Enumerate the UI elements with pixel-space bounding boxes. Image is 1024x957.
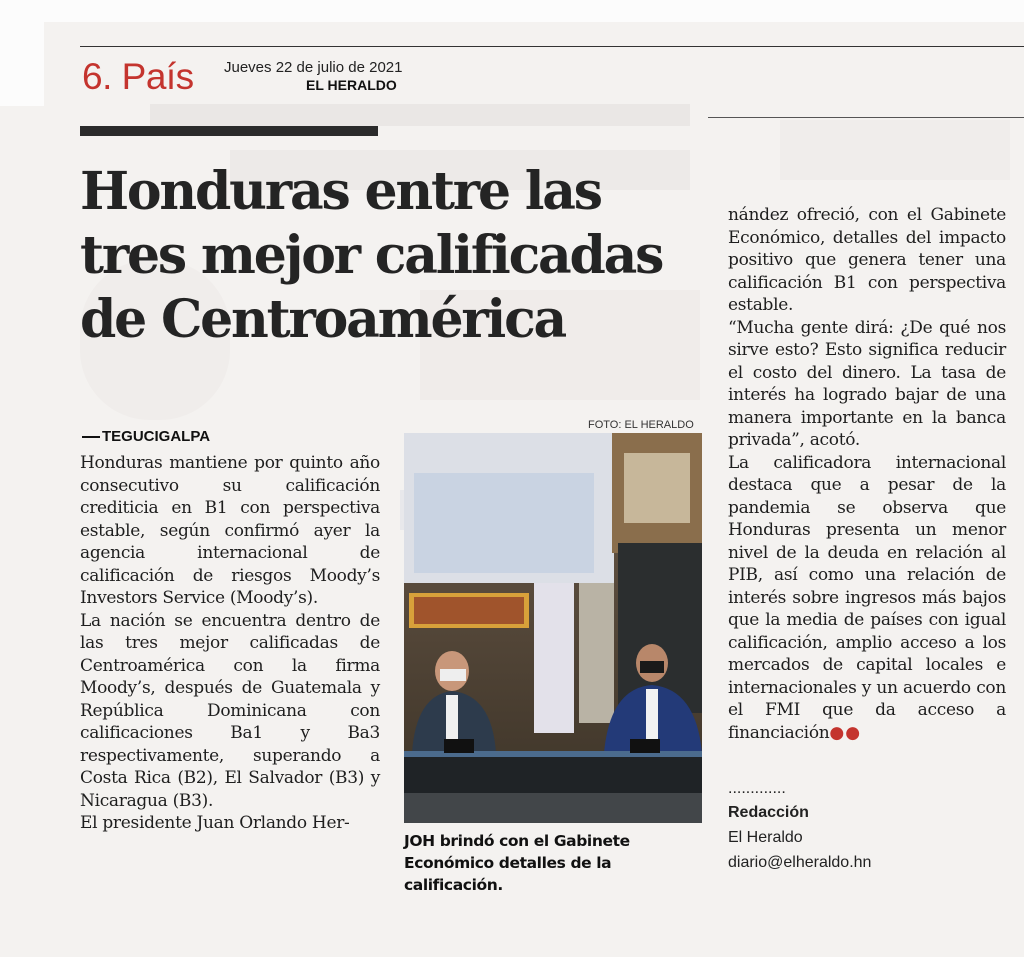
press-conference-photo <box>404 433 702 823</box>
article-photo <box>404 433 702 823</box>
scan-margin-left <box>0 0 44 106</box>
article-headline <box>80 160 720 352</box>
section-label: 6. País <box>82 56 194 97</box>
article-paragraph: Honduras mantiene por quinto año consecutivo su calificación crediticia en B1 con perspectiva estable, según confirmó ayer la agencia internacional de calificación de riesgos Moody’s Investors Service (Moody’s). <box>80 453 380 608</box>
article-paragraph-text: La calificadora internacional destaca que a pesar de la pandemia se observa que Honduras presenta un menor nivel de la deuda en relación al PIB, así como una relación de interés sobre ingresos más bajos que la media de países con igual calificación, amplio acceso a los mercados de capital locales e internacionales y un acuerdo con el FMI que da acceso a financiación <box>728 452 1006 743</box>
scan-margin-top <box>0 0 1024 22</box>
article-paragraph: La nación se encuentra dentro de las tres mejor calificadas de Centroamérica con la firma Moody’s, después de Guatemala y República Dominicana con calificaciones Ba1 y Ba3 respectivamente, superando a Costa Rica (B2), El Salvador (B3) y Nicaragua (B3). <box>80 610 380 811</box>
publication-date: Jueves 22 de julio de 2021 <box>224 59 403 76</box>
byline-outlet: El Heraldo <box>728 829 803 846</box>
byline-email: diario@elheraldo.hn <box>728 854 872 871</box>
header-rule <box>80 46 1024 47</box>
headline-line: de Centroamérica <box>80 289 566 350</box>
article-paragraph: “Mucha gente dirá: ¿De qué nos sirve esto? Esto significa reducir el costo del dinero. La tasa de interés ha logrado bajar de una manera importante en la banca privada”, acotó. <box>728 317 1006 450</box>
headline-line: tres mejor calificadas <box>80 225 663 286</box>
headline-bar <box>80 126 378 136</box>
byline-name: Redacción <box>728 804 809 821</box>
headline-line: Honduras entre las <box>80 161 601 222</box>
byline <box>728 800 871 875</box>
end-mark: ●● <box>829 722 862 743</box>
dateline: TEGUCIGALPA <box>82 428 210 445</box>
byline-separator: ............. <box>728 780 786 797</box>
photo-caption: JOH brindó con el Gabinete Económico detalles de la calificación. <box>404 832 630 894</box>
column-rule <box>708 117 1024 118</box>
article-paragraph: El presidente Juan Orlando Her- <box>80 813 350 833</box>
newspaper-name: EL HERALDO <box>306 77 397 93</box>
article-paragraph: nández ofreció, con el Gabinete Económico, detalles del impacto positivo que genera tener una calificación B1 con perspectiva estable. <box>728 205 1006 315</box>
article-column-1 <box>80 452 380 835</box>
article-paragraph <box>728 452 1006 745</box>
photo-credit: FOTO: EL HERALDO <box>588 419 694 431</box>
article-column-3 <box>728 204 1006 744</box>
